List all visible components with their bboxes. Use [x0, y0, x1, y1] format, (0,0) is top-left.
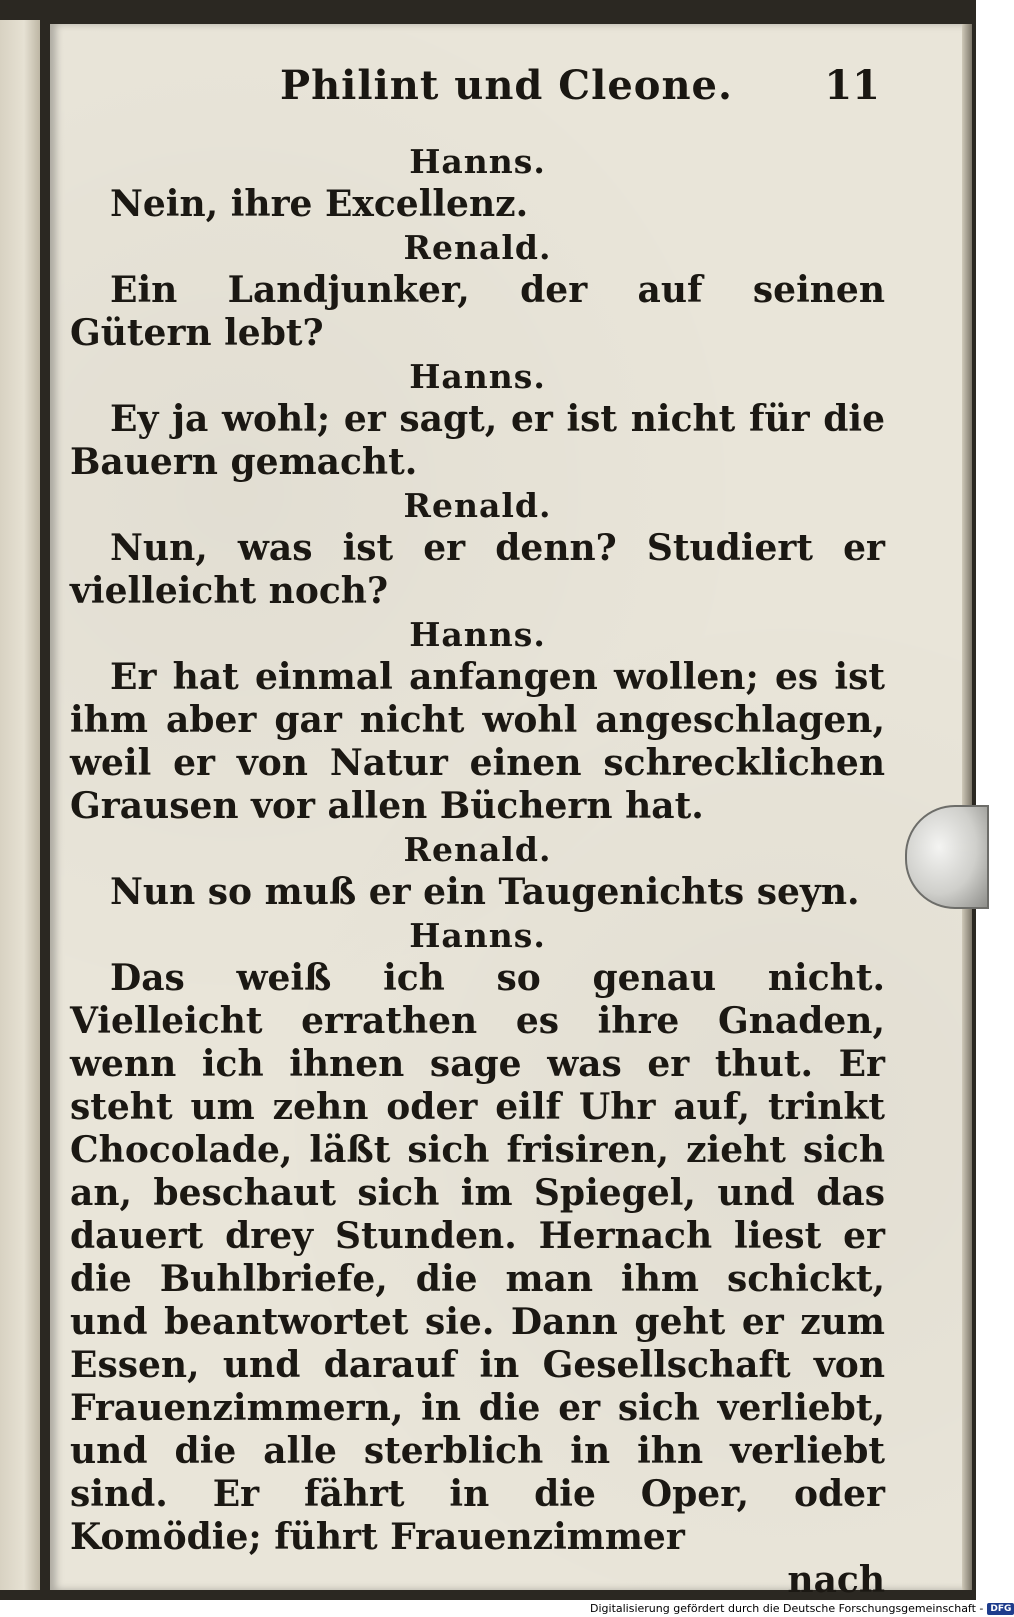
speech: Nein, ihre Excellenz. [110, 183, 529, 225]
speech: Nun so muß er ein Taugenichts seyn. [110, 871, 860, 913]
facing-page-edge [0, 20, 40, 1590]
speaker-name: Renald. [403, 830, 552, 869]
speaker-name: Renald. [403, 228, 552, 267]
catchword: nach [787, 1559, 885, 1601]
speech: Er hat einmal anfangen wollen; es ist ihm aber gar nicht wohl angeschlagen, weil er von Natur einen schrecklichen Grausen vor allen Büchern hat. [70, 656, 885, 827]
speech: Das weiß ich so genau nicht. Vielleicht errathen es ihre Gnaden, wenn ich ihnen sage was er thut. Er steht um zehn oder eilf Uhr auf, trinkt Chocolade, läßt sich frisiren, zieht sich an, beschaut sich im Spiegel, und das dauert drey Stunden. Hernach liest er die Buhlbriefe, die man ihm schickt, und beantwortet sie. Dann geht er zum Essen, und darauf in Gesellschaft von Frauenzimmern, in die er sich verliebt, und die alle sterblich in ihn verliebt sind. Er fährt in die Oper, oder Komödie; führt Frauenzimmer [70, 957, 885, 1558]
speaker-name: Renald. [403, 486, 552, 525]
digitization-credit [590, 1600, 1012, 1617]
speech: Nun, was ist er denn? Studiert er vielleicht noch? [70, 527, 885, 612]
speaker-name: Hanns. [409, 357, 546, 396]
page-header [280, 62, 880, 122]
running-title: Philint und Cleone. [280, 62, 733, 109]
speaker-name: Hanns. [409, 916, 546, 955]
speech: Ey ja wohl; er sagt, er ist nicht für die Bauern gemacht. [70, 398, 885, 483]
credit-text: Digitalisierung gefördert durch die Deutsche Forschungsgemeinschaft - [590, 1602, 984, 1615]
speech: Ein Landjunker, der auf seinen Gütern lebt? [70, 269, 885, 354]
speaker-name: Hanns. [409, 615, 546, 654]
page-text [70, 140, 885, 1602]
speaker-name: Hanns. [409, 142, 546, 181]
dfg-logo-icon: DFG [987, 1603, 1014, 1615]
page-number: 11 [824, 62, 880, 109]
